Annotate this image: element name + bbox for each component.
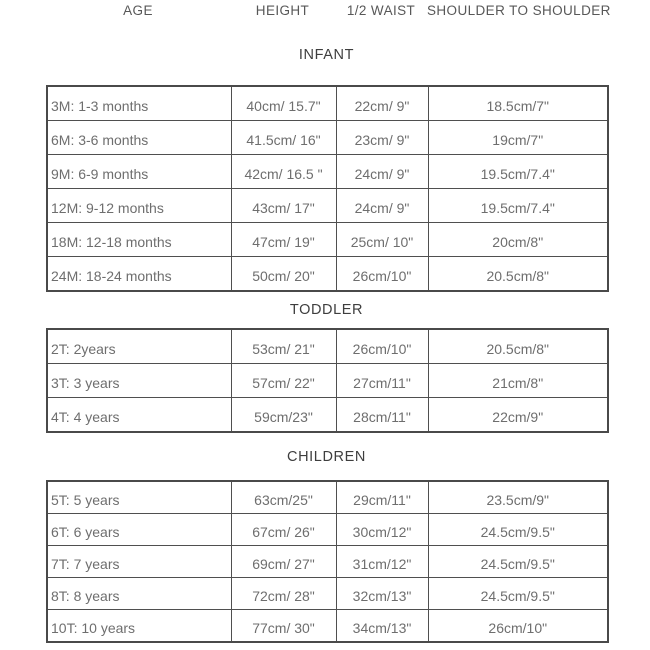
size-row: [47, 329, 608, 364]
size-row: [47, 546, 608, 578]
half-waist-cell: 24cm/ 9": [336, 155, 428, 189]
age-cell: 8T: 8 years: [47, 578, 231, 610]
toddler-size-table: [46, 328, 609, 433]
shoulder-cell: 24.5cm/9.5": [428, 514, 608, 546]
shoulder-cell: 20cm/8": [428, 223, 608, 257]
column-headers: [46, 3, 611, 18]
section-title-infant: INFANT: [298, 47, 355, 63]
column-header-shoulder-to-shoulder: SHOULDER TO SHOULDER: [427, 3, 611, 18]
half-waist-cell: 27cm/11": [336, 364, 428, 398]
height-cell: 50cm/ 20": [231, 257, 336, 292]
age-cell: 9M: 6-9 months: [47, 155, 231, 189]
toddler-table-body: [47, 329, 608, 432]
age-cell: 6M: 3-6 months: [47, 121, 231, 155]
half-waist-cell: 34cm/13": [336, 610, 428, 643]
shoulder-cell: 19cm/7": [428, 121, 608, 155]
age-cell: 2T: 2years: [47, 329, 231, 364]
half-waist-cell: 26cm/10": [336, 257, 428, 292]
age-cell: 6T: 6 years: [47, 514, 231, 546]
half-waist-cell: 30cm/12": [336, 514, 428, 546]
size-row: [47, 86, 608, 121]
shoulder-cell: 24.5cm/9.5": [428, 546, 608, 578]
section-title-toddler: TODDLER: [289, 302, 364, 318]
age-cell: 4T: 4 years: [47, 398, 231, 433]
column-header-half-waist: 1/2 WAIST: [346, 3, 416, 18]
height-cell: 42cm/ 16.5 ": [231, 155, 336, 189]
size-row: [47, 155, 608, 189]
height-cell: 43cm/ 17": [231, 189, 336, 223]
shoulder-cell: 26cm/10": [428, 610, 608, 643]
height-cell: 77cm/ 30": [231, 610, 336, 643]
size-row: [47, 578, 608, 610]
half-waist-cell: 28cm/11": [336, 398, 428, 433]
half-waist-cell: 25cm/ 10": [336, 223, 428, 257]
half-waist-cell: 29cm/11": [336, 481, 428, 514]
shoulder-cell: 23.5cm/9": [428, 481, 608, 514]
age-cell: 7T: 7 years: [47, 546, 231, 578]
half-waist-cell: 26cm/10": [336, 329, 428, 364]
half-waist-cell: 23cm/ 9": [336, 121, 428, 155]
column-header-height: HEIGHT: [255, 3, 310, 18]
shoulder-cell: 18.5cm/7": [428, 86, 608, 121]
size-row: [47, 121, 608, 155]
column-header-age: AGE: [123, 3, 153, 18]
size-row: [47, 257, 608, 292]
half-waist-cell: 31cm/12": [336, 546, 428, 578]
shoulder-cell: 19.5cm/7.4": [428, 155, 608, 189]
shoulder-cell: 20.5cm/8": [428, 329, 608, 364]
age-cell: 3M: 1-3 months: [47, 86, 231, 121]
height-cell: 72cm/ 28": [231, 578, 336, 610]
infant-size-table: [46, 85, 609, 292]
size-row: [47, 398, 608, 433]
height-cell: 59cm/23": [231, 398, 336, 433]
height-cell: 63cm/25": [231, 481, 336, 514]
children-size-table: [46, 480, 609, 643]
size-row: [47, 481, 608, 514]
height-cell: 41.5cm/ 16": [231, 121, 336, 155]
size-row: [47, 223, 608, 257]
shoulder-cell: 20.5cm/8": [428, 257, 608, 292]
age-cell: 3T: 3 years: [47, 364, 231, 398]
height-cell: 57cm/ 22": [231, 364, 336, 398]
height-cell: 69cm/ 27": [231, 546, 336, 578]
height-cell: 47cm/ 19": [231, 223, 336, 257]
half-waist-cell: 32cm/13": [336, 578, 428, 610]
size-row: [47, 514, 608, 546]
section-title-children: CHILDREN: [287, 449, 366, 465]
age-cell: 24M: 18-24 months: [47, 257, 231, 292]
size-row: [47, 364, 608, 398]
height-cell: 67cm/ 26": [231, 514, 336, 546]
shoulder-cell: 19.5cm/7.4": [428, 189, 608, 223]
half-waist-cell: 24cm/ 9": [336, 189, 428, 223]
half-waist-cell: 22cm/ 9": [336, 86, 428, 121]
height-cell: 40cm/ 15.7": [231, 86, 336, 121]
size-row: [47, 189, 608, 223]
height-cell: 53cm/ 21": [231, 329, 336, 364]
children-table-body: [47, 481, 608, 642]
shoulder-cell: 21cm/8": [428, 364, 608, 398]
size-row: [47, 610, 608, 643]
age-cell: 18M: 12-18 months: [47, 223, 231, 257]
age-cell: 10T: 10 years: [47, 610, 231, 643]
age-cell: 12M: 9-12 months: [47, 189, 231, 223]
shoulder-cell: 24.5cm/9.5": [428, 578, 608, 610]
infant-table-body: [47, 86, 608, 291]
age-cell: 5T: 5 years: [47, 481, 231, 514]
shoulder-cell: 22cm/9": [428, 398, 608, 433]
